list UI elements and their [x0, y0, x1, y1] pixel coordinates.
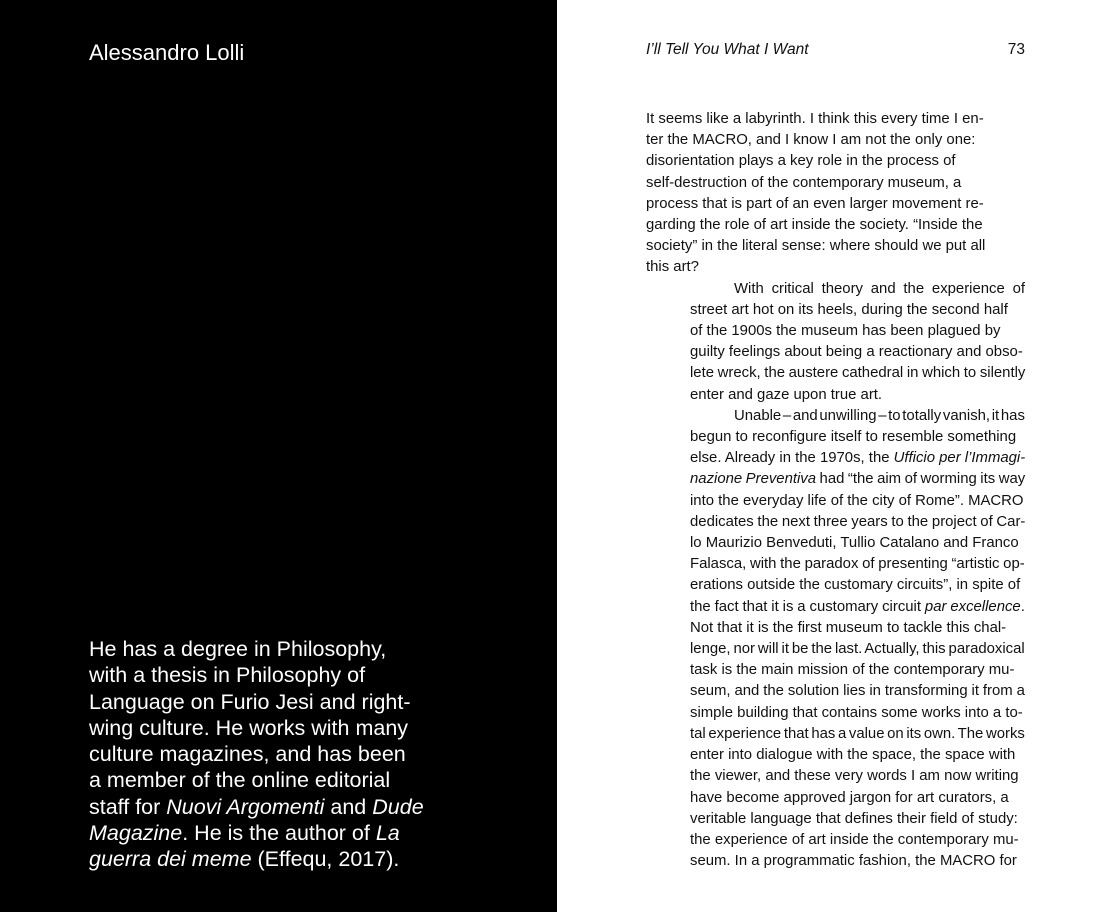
paragraph-3 — [646, 406, 1025, 872]
text-line: Not that it is the first museum to tackle this chal- — [690, 619, 1007, 636]
running-head: I’ll Tell You What I Want — [646, 41, 809, 58]
text-line: the viewer, and these very words I am now writing — [690, 768, 1019, 785]
italic-nazione: nazione Preventiva — [690, 471, 817, 488]
text-line: into the everyday life of the city of Rome”. MACRO — [690, 492, 1024, 509]
bio-line: culture magazines, and has been — [89, 742, 406, 767]
bio-line: with a thesis in Philosophy of — [89, 663, 366, 688]
text-line — [646, 597, 1025, 618]
text-line: ter the MACRO, and I know I am not the only one: — [646, 132, 976, 149]
text-line: With critical theory and the experience of — [734, 280, 1025, 297]
bio-text: . He is the author of — [182, 821, 376, 846]
bio-line: He has a degree in Philosophy, — [89, 637, 387, 661]
text-line — [646, 469, 1025, 490]
text-line: enter into dialogue with the space, the space with — [690, 747, 1016, 764]
book-title-la-guerra: La — [375, 821, 400, 846]
text-line: simple building that contains some works into a to- — [690, 704, 1023, 721]
text-line: self-destruction of the contemporary museum, a — [646, 174, 962, 191]
right-page — [557, 0, 1113, 912]
text-fragment: had “the aim of worming its way — [816, 471, 1026, 488]
text-line: seum, and the solution lies in transforming it from a — [690, 683, 1025, 700]
text-line: Falasca, with the paradox of presenting “artistic op- — [690, 556, 1025, 573]
text-line: It seems like a labyrinth. I think this every time I en- — [646, 111, 984, 127]
bio-text: and — [324, 794, 373, 819]
book-title-la-guerra-cont: guerra dei meme — [89, 847, 252, 872]
text-line: lo Maurizio Benveduti, Tullio Catalano and Franco — [690, 535, 1019, 552]
text-line: tal experience that has a value on its own. The works — [690, 725, 1025, 742]
page-number: 73 — [1007, 41, 1025, 58]
bio-line: Language on Furio Jesi and right- — [89, 689, 411, 714]
text-line: guilty feelings about being a reactionary and obso- — [690, 344, 1023, 361]
bio-line — [89, 794, 469, 820]
text-line: Unable – and unwilling – to totally vanish, it has — [734, 407, 1025, 424]
text-line: the experience of art inside the contemporary mu- — [690, 831, 1019, 848]
text-line: have become approved jargon for art curators, a — [690, 789, 1009, 806]
paragraph-2 — [646, 279, 1025, 406]
text-line: dedicates the next three years to the project of Car- — [690, 513, 1026, 530]
text-line: task is the main mission of the contemporary mu- — [690, 662, 1015, 679]
italic-par-excellence: par excellence — [924, 598, 1021, 615]
magazine-title-dude: Dude — [372, 794, 424, 819]
text-line: disorientation plays a key role in the process of — [646, 153, 956, 170]
bio-line — [89, 820, 469, 846]
text-line: society” in the literal sense: where should we put all — [646, 238, 986, 255]
body-text — [646, 109, 1025, 872]
text-line: street art hot on its heels, during the second half — [690, 301, 1008, 318]
bio-text: staff for — [89, 794, 167, 819]
bio-line: wing culture. He works with many — [89, 715, 409, 740]
bio-line: a member of the online editorial — [89, 768, 391, 793]
author-bio — [89, 636, 469, 873]
text-line: seum. In a programmatic fashion, the MACRO for — [690, 853, 1017, 870]
magazine-title-nuovi-argomenti: Nuovi Argomenti — [166, 794, 325, 819]
text-line: garding the role of art inside the society. “Inside the — [646, 217, 983, 234]
bio-line — [89, 846, 469, 872]
text-line: this art? — [646, 259, 699, 276]
text-fragment: . — [1020, 598, 1025, 615]
text-line: erations outside the customary circuits”, in spite of — [690, 577, 1021, 594]
bio-text: (Effequ, 2017). — [251, 847, 400, 872]
text-line — [646, 448, 1025, 469]
text-line: veritable language that defines their field of study: — [690, 810, 1018, 827]
text-line: enter and gaze upon true art. — [690, 386, 883, 403]
text-fragment: else. Already in the 1970s, the — [690, 450, 894, 467]
magazine-title-dude-cont: Magazine — [89, 821, 183, 846]
paragraph-1 — [646, 109, 1025, 279]
italic-ufficio: Ufficio per l’Immagi- — [893, 450, 1026, 467]
text-line: lenge, nor will it be the last. Actually, this paradoxical — [690, 641, 1025, 658]
author-name: Alessandro Lolli — [89, 40, 245, 65]
text-line: lete wreck, the austere cathedral in which to silently — [690, 365, 1026, 382]
text-line: process that is part of an even larger movement re- — [646, 195, 984, 212]
text-line: of the 1900s the museum has been plagued by — [690, 323, 1001, 340]
text-fragment: the fact that it is a customary circuit — [690, 598, 925, 615]
text-line: begun to reconfigure itself to resemble something — [690, 429, 1017, 446]
